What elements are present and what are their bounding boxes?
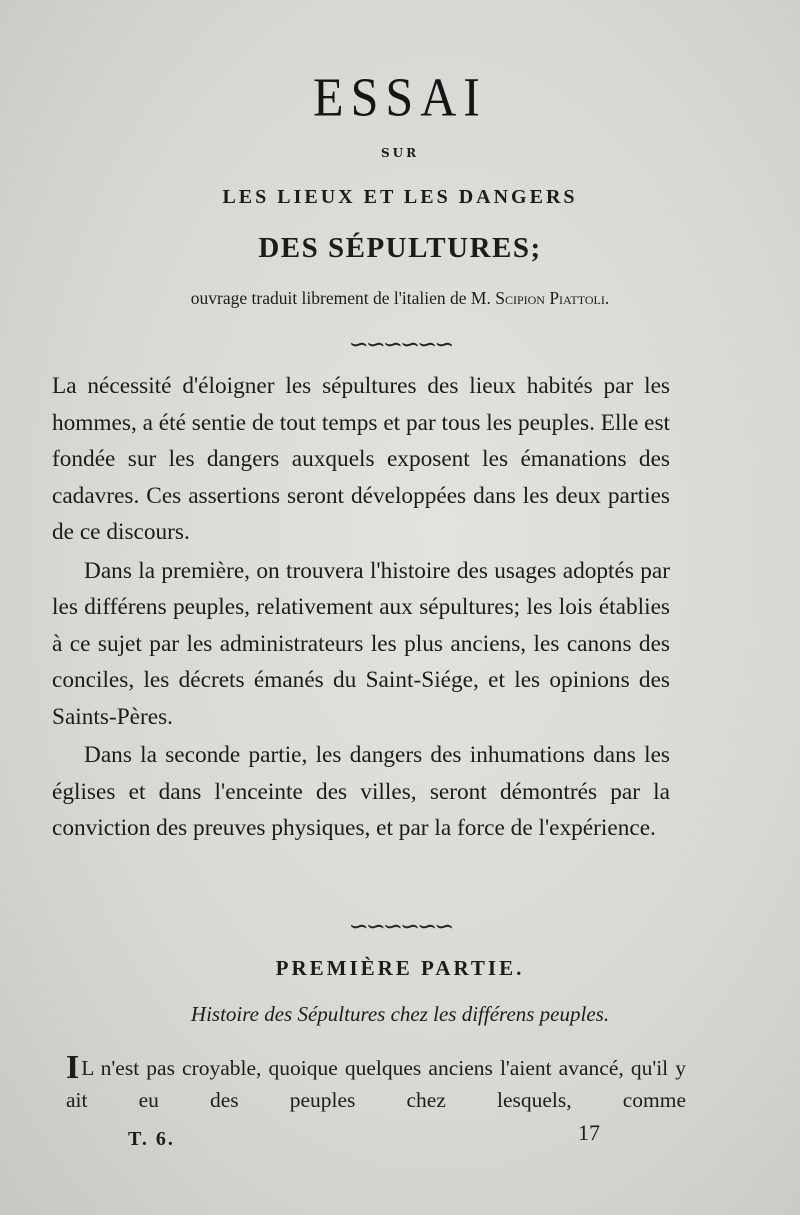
opening-text: L n'est pas croyable, quoique quelques anciens l'aient avancé, qu'il y ait eu des peuples chez lesquels, comme [66, 1056, 686, 1112]
ornament-divider-top: ∽∽∽∽∽∽ [348, 330, 452, 358]
title-sur: SUR [380, 146, 420, 160]
intro-paragraph-2: Dans la première, on trouvera l'histoire des usages adoptés par les différens peuples, relativement aux sépultures; les lois établies à ce sujet par les administrateurs les plus anciens, les canons des conciles, les décrets émanés du Saint-Siége, et les opinions des Saints-Pères. [52, 557, 670, 730]
intro-text [52, 368, 670, 847]
opening-paragraph [66, 1049, 686, 1116]
byline-prefix: ouvrage traduit librement de l'italien de M. [190, 288, 496, 308]
section-title: Histoire des Sépultures chez les différens peuples. [190, 1002, 610, 1026]
signature-mark: T. 6. [128, 1128, 175, 1150]
intro-paragraph-3: Dans la seconde partie, les dangers des inhumations dans les églises et dans l'enceinte des villes, seront démontrés par la conviction des preuves physiques, et par la force de l'expérience. [52, 742, 670, 841]
initial-letter: I [66, 1049, 80, 1086]
part-heading: PREMIÈRE PARTIE. [275, 956, 525, 980]
ornament-divider-bottom: ∽∽∽∽∽∽ [348, 912, 452, 940]
byline [40, 288, 760, 309]
intro-paragraph-1: La nécessité d'éloigner les sépultures des lieux habités par les hommes, a été sentie de tout temps et par tous les peuples. Elle est fondée sur les dangers auxquels exposent les émanations des cadavres. Ces assertions seront développées dans les deux parties de ce discours. [52, 373, 670, 545]
page-number: 17 [578, 1120, 600, 1145]
subtitle-line-1: LES LIEUX ET LES DANGERS [222, 186, 578, 208]
byline-author: Scipion Piattoli. [495, 288, 610, 308]
subtitle-line-2: DES SÉPULTURES; [258, 232, 542, 264]
book-title: ESSAI [313, 66, 487, 128]
